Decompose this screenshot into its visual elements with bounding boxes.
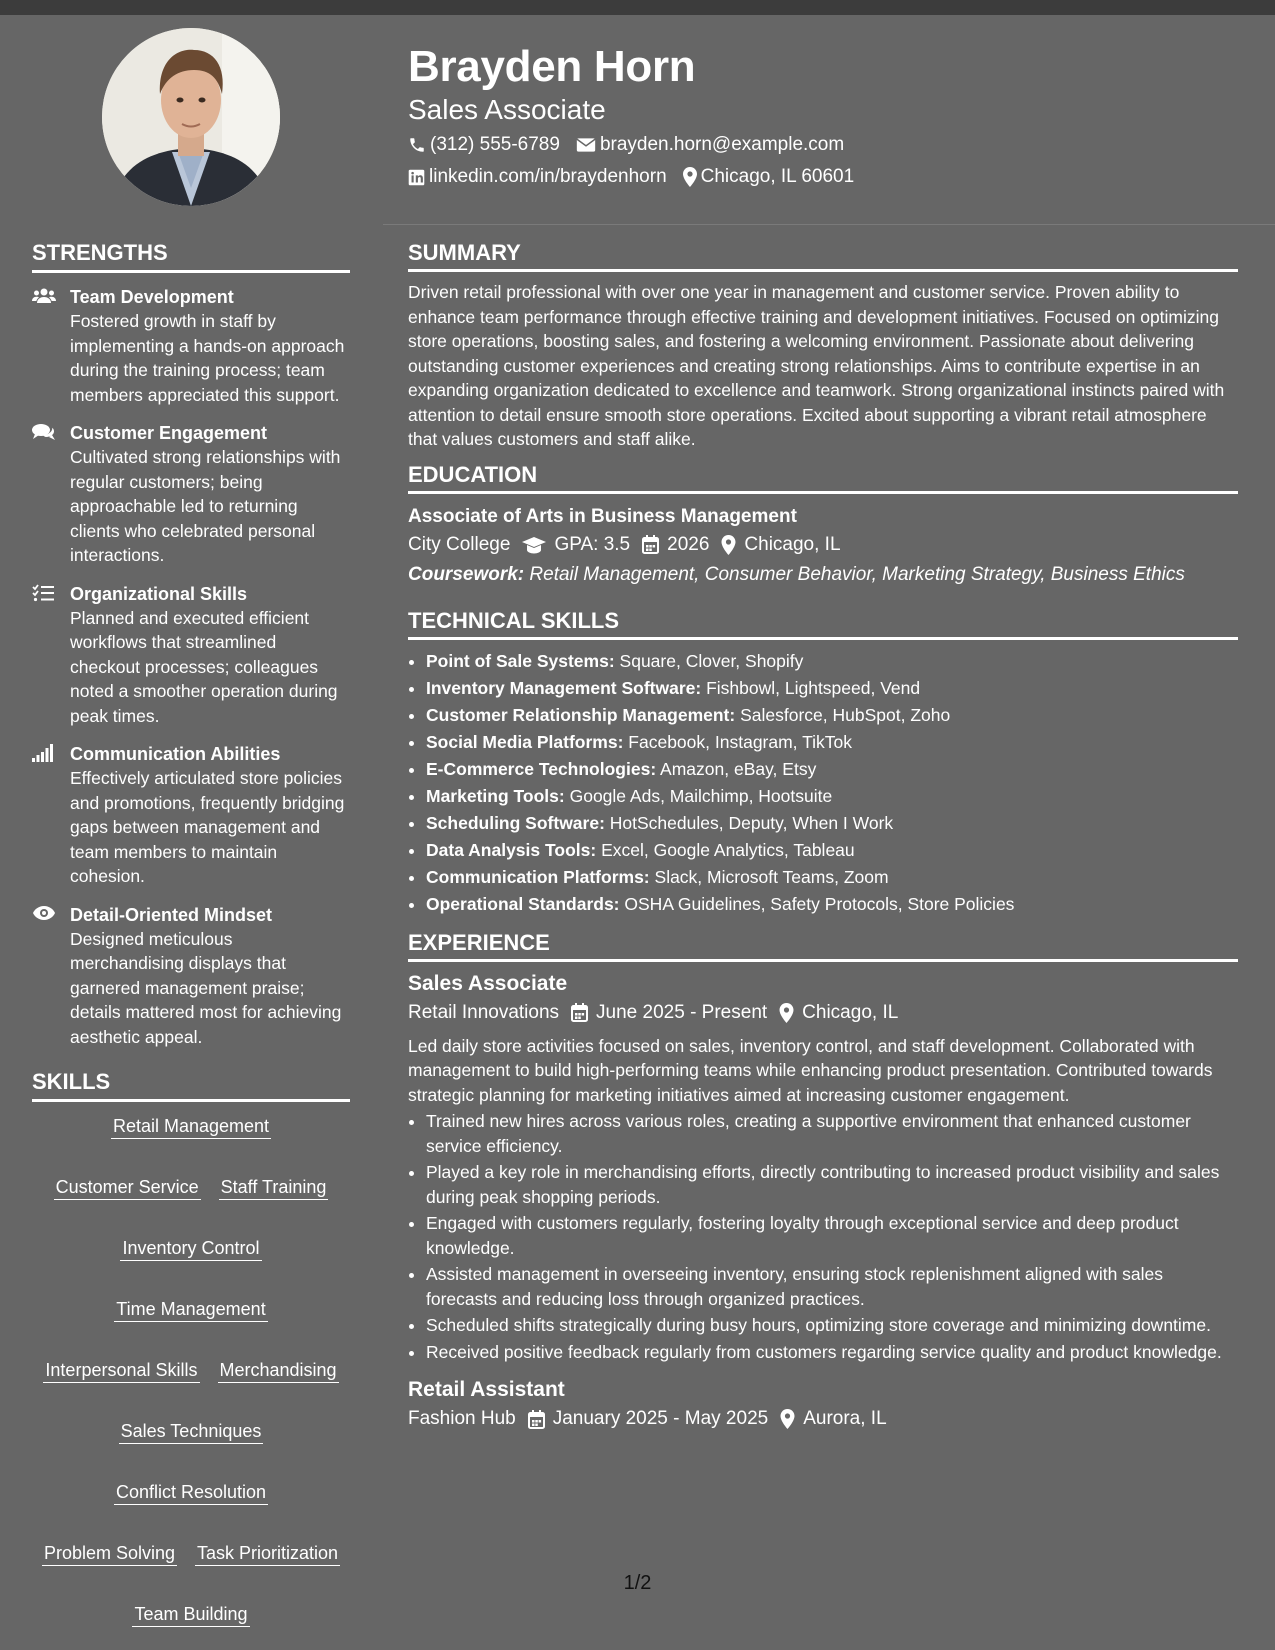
skills-list [32,1114,350,1627]
strength-title: Detail-Oriented Mindset [70,904,273,925]
strength-item [32,742,350,889]
linkedin-icon [408,169,425,186]
skill-chip: Retail Management [111,1114,271,1139]
strength-desc: Planned and executed efficient workflows that streamlined checkout processes; colleagues noted a smoother operation during peak times. [70,607,338,726]
strength-desc: Fostered growth in staff by implementing a hands-on approach during the training process; team members appreciated this support. [70,311,345,405]
map-marker-icon [721,535,736,555]
email-text: brayden.horn@example.com [599,134,845,155]
calendar-icon [571,1003,588,1022]
list-item: • Operational Standards: OSHA Guidelines, Safety Protocols, Store Policies [426,891,1238,918]
strength-title: Customer Engagement [70,423,268,443]
list-item: • Data Analysis Tools: Excel, Google Analytics, Tableau [426,837,1238,864]
coursework-label: Coursework: [408,563,525,585]
list-item: • Communication Platforms: Slack, Microsoft Teams, Zoom [426,864,1238,891]
experience-title: EXPERIENCE [408,930,1238,962]
skill-chip: Staff Training [219,1175,329,1200]
users-icon [32,287,56,305]
signal-icon [32,744,54,762]
strength-title: Team Development [70,287,234,307]
job-meta [408,998,1238,1028]
strength-title: Organizational Skills [70,583,248,604]
list-item: • Customer Relationship Management: Salesforce, HubSpot, Zoho [426,702,1238,729]
strength-item [32,285,350,407]
skill-chip: Team Building [132,1602,249,1627]
strengths-title: STRENGTHS [32,240,350,273]
right-column [408,240,1238,1434]
list-item: • Scheduling Software: HotSchedules, Deputy, When I Work [426,810,1238,837]
top-bar [0,0,1275,15]
page-number: 1/2 [623,1572,652,1594]
technical-skills-list [408,648,1238,918]
map-marker-icon [779,1003,794,1023]
job-meta [408,1404,1238,1434]
phone-contact[interactable] [408,134,560,156]
contact-row-2 [408,166,870,188]
job-location: Aurora, IL [780,1404,886,1434]
comments-icon [32,423,56,441]
list-item: • Inventory Management Software: Fishbowl, Lightspeed, Vend [426,675,1238,702]
phone-icon [408,136,426,154]
skill-chip: Inventory Control [120,1236,261,1261]
list-item: • Point of Sale Systems: Square, Clover, Shopify [426,648,1238,675]
location-contact [683,166,855,188]
phone-text: (312) 555-6789 [430,134,560,155]
list-item: • Social Media Platforms: Facebook, Instagram, TikTok [426,729,1238,756]
skills-title: SKILLS [32,1069,350,1102]
list-item: • Played a key role in merchandising efforts, directly contributing to increased product visibility and sales during peak shopping periods. [426,1160,1238,1209]
strengths-list [32,285,350,1049]
linkedin-text: linkedin.com/in/braydenhorn [429,166,667,187]
coursework-list: Retail Management, Consumer Behavior, Marketing Strategy, Business Ethics [529,563,1185,585]
list-item: • Assisted management in overseeing inventory, ensuring stock replenishment aligned with sales forecasts and reducing loss through organized practices. [426,1262,1238,1311]
email-contact[interactable] [576,134,844,156]
skill-chip: Time Management [114,1297,267,1322]
strength-title: Communication Abilities [70,744,281,764]
header-divider [383,224,1275,225]
skill-chip: Customer Service [54,1175,201,1200]
education-location: Chicago, IL [721,530,840,560]
list-item: • Scheduled shifts strategically during busy hours, optimizing store coverage and minimizing downtime. [426,1313,1238,1338]
tasks-icon [32,584,54,602]
job-title: Sales Associate [408,971,568,995]
skill-chip: Problem Solving [42,1541,177,1566]
envelope-icon [576,137,596,153]
strength-desc: Effectively articulated store policies and promotions, frequently bridging gaps between management and team members to maintain cohesion. [70,768,345,886]
education-title: EDUCATION [408,462,1238,494]
calendar-icon [642,535,659,554]
list-item: • E-Commerce Technologies: Amazon, eBay, Etsy [426,756,1238,783]
coursework [408,560,1238,590]
list-item: • Marketing Tools: Google Ads, Mailchimp, Hootsuite [426,783,1238,810]
skill-chip: Sales Techniques [119,1419,264,1444]
skill-chip: Merchandising [218,1358,339,1383]
contact-row-1 [408,134,860,156]
strength-desc: Cultivated strong relationships with regular customers; being approachable led to returning clients who celebrated personal interactions. [70,447,341,565]
calendar-icon [528,1410,545,1429]
company-name: Fashion Hub [408,1408,516,1429]
gpa: GPA: 3.5 [522,530,630,560]
graduation-year: 2026 [642,530,709,560]
summary-title: SUMMARY [408,240,1238,272]
linkedin-contact[interactable] [408,166,667,188]
company-name: Retail Innovations [408,1001,560,1023]
skill-chip: Interpersonal Skills [43,1358,199,1383]
strength-item [32,903,350,1050]
candidate-name: Brayden Horn [408,42,696,91]
map-marker-icon [780,1409,795,1429]
map-marker-icon [683,167,697,187]
left-column [32,240,350,1627]
strength-item [32,421,350,568]
job-title: Retail Assistant [408,1378,565,1401]
education-meta [408,530,1238,560]
skill-chip: Conflict Resolution [114,1480,268,1505]
graduation-cap-icon [522,536,546,554]
profile-photo [102,28,280,206]
technical-skills-title: TECHNICAL SKILLS [408,608,1238,640]
summary-text: Driven retail professional with over one year in management and customer service. Proven ability to enhance team performance through effective training and development initiatives. Focused on optimizing store operations, boosting sales, and fostering a welcoming environment. Passionate about delivering outstanding customer experiences and creating strong relationships. Aims to contribute expertise in an expanding organization dedicated to excellence and teamwork. Strong organizational instincts paired with attention to detail ensure smooth store operations. Excited about supporting a vibrant retail atmosphere that values customers and staff alike. [408,282,1225,449]
location-text: Chicago, IL 60601 [700,166,855,187]
eye-icon [32,905,56,921]
job-dates: June 2025 - Present [571,998,767,1028]
job-dates: January 2025 - May 2025 [528,1404,768,1434]
job-description: Led daily store activities focused on sales, inventory control, and staff development. Collaborated with management to build high-performing teams while enhancing product presentation. Contributed towards strategic planning for marketing initiatives aimed at increasing customer engagement. [408,1035,1213,1105]
list-item: • Engaged with customers regularly, fostering loyalty through exceptional service and deep product knowledge. [426,1211,1238,1260]
skill-chip: Task Prioritization [195,1541,340,1566]
degree-title: Associate of Arts in Business Management [408,505,797,527]
list-item: • Trained new hires across various roles, creating a supportive environment that enhanced customer service efficiency. [426,1109,1238,1158]
job-bullets [408,1109,1238,1364]
school-name: City College [408,533,511,555]
list-item: • Received positive feedback regularly from customers regarding service quality and product knowledge. [426,1340,1238,1365]
strength-desc: Designed meticulous merchandising displays that garnered management praise; details mattered most for achieving aesthetic appeal. [70,928,342,1047]
job-location: Chicago, IL [779,998,898,1028]
strength-item [32,582,350,729]
candidate-role: Sales Associate [408,94,606,125]
